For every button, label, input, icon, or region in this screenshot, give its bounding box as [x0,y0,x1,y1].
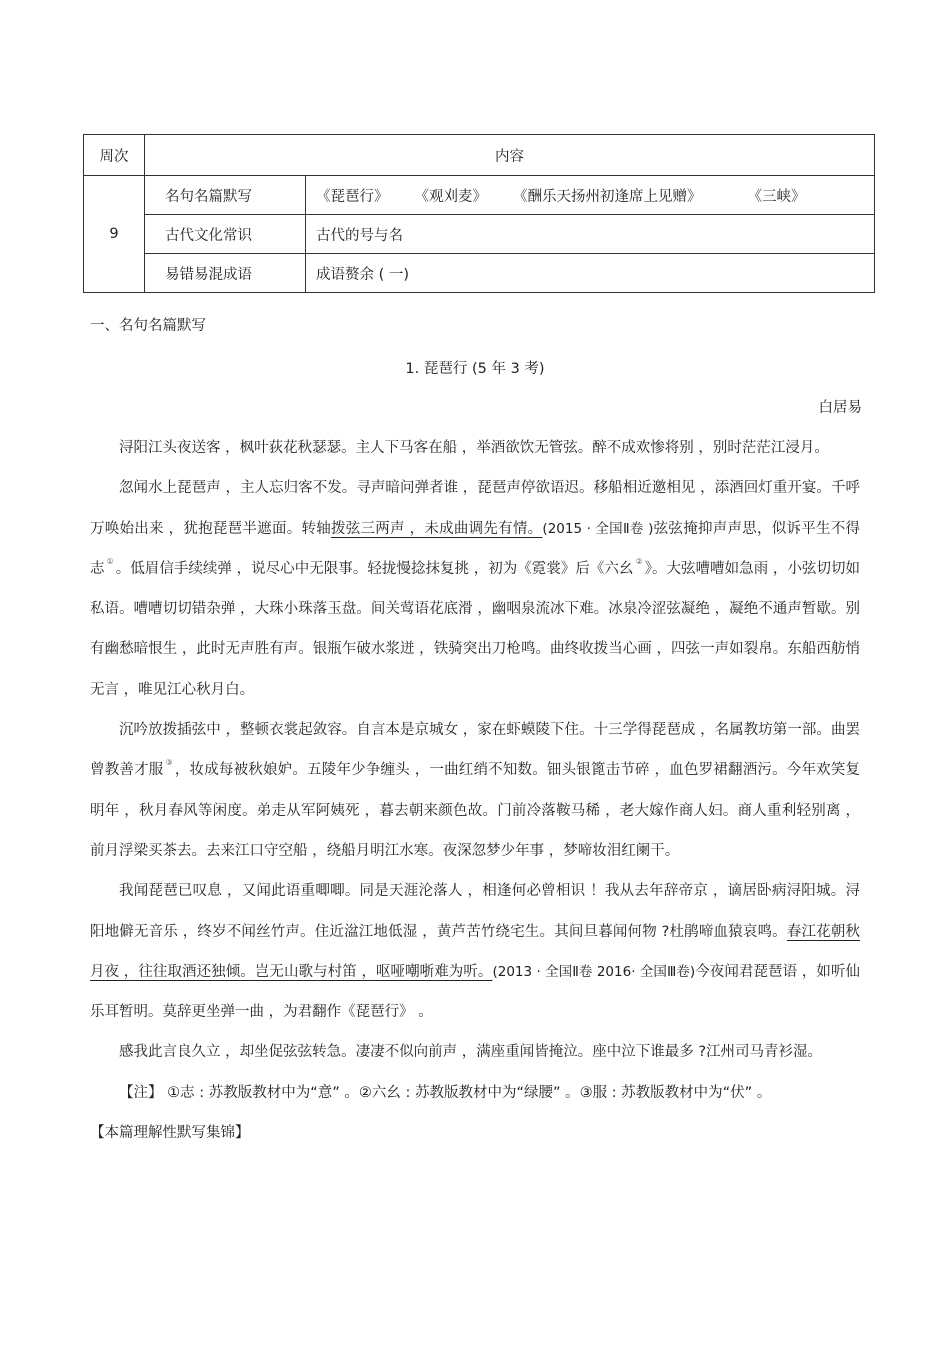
table-row [84,215,875,254]
text: 今夜闻君琵琶语 ，如听仙乐耳暂明。莫辞更坐弹一曲 ，为君翻作《琵琶行》 。 [90,963,861,1021]
text: 弦弦掩抑声声思，似诉平生不得志 [90,520,861,577]
exam-citation: (2015 · 全国Ⅱ卷 ) [542,520,654,537]
underlined-quote: 岂无山歌与村笛 ，呕哑嘲哳难为听。 [254,963,493,980]
paragraph-5: 感我此言良久立 ，却坐促弦弦转急。凄凄不似向前声 ，满座重闻皆掩泣。座中泣下谁最多 ?江州司马青衫湿。 [119,1044,823,1061]
poem-body [90,428,860,1153]
work-title: 《观刈麦》 [414,188,487,205]
paragraph-1: 浔阳江头夜送客 ，枫叶荻花秋瑟瑟。主人下马客在船 ，举酒欲饮无管弦。醉不成欢惨将别 ，别时茫茫江浸月。 [119,440,829,456]
text: ，妆成每被秋娘妒。五陵年少争缠头 ，一曲红绡不知数。钿头银篦击节碎 ，血色罗裙翻酒污。今年欢笑复明年 ，秋月春风等闲度。弟走从军阿姨死 ，暮去朝来颜色故。门前冷落鞍马稀 ，老大嫁作商人妇。商人重利轻别离 ，前月浮梁买茶去。去来江口守空船 ，绕船月明江水寒。夜深忽梦少年事 ，梦啼妆泪红阑干。 [90,762,861,859]
schedule-table [83,134,875,293]
text: 沉吟放拨插弦中 ，整顿衣裳起敛容。自言本是京城女 ，家在虾蟆陵下住。十三学得琵琶成 ，名属教坊第一部。曲罢曾教善才服 [90,722,860,779]
paragraph-2 [90,468,860,710]
poem-title: 1. 琵琶行 (5 年 3 考) [405,361,545,377]
footnote-marker: ① [106,556,114,566]
underlined-quote: 春江花朝秋月夜 ，往往取酒还独倾。 [90,923,860,980]
footnote-marker: ② [635,556,643,566]
week-number: 9 [84,176,145,293]
item-cell: 成语赘余 ( 一) [306,254,875,293]
work-title: 《三峡》 [747,188,806,205]
header-content: 内容 [145,135,875,176]
work-title: 《琵琶行》 [316,188,389,205]
text: 。低眉信手续续弹 ，说尽心中无限事。轻拢慢捻抹复挑 ，初为《霓裳》后《六幺 [115,560,634,577]
category-cell: 古代文化常识 [145,215,306,254]
footnote-marker: ③ [165,758,173,768]
header-week: 周次 [84,135,145,176]
works-cell [306,176,875,215]
paragraph-4 [90,871,860,1032]
work-title: 《酬乐天扬州初逢席上见赠》 [513,188,702,205]
table-row [84,176,875,215]
paragraph-3 [90,710,860,871]
text: 忽闻水上琵琶声 ，主人忘归客不发。寻声暗问弹者谁 ，琵琶声停欲语迟。移船相近邀相见 ，添酒回灯重开宴。千呼万唤始出来 ，犹抱琵琶半遮面。转轴 [90,480,860,537]
section-title: 一、名句名篇默写 [90,318,206,334]
exam-citation: (2013 · 全国Ⅱ卷 2016· 全国Ⅲ卷) [492,963,696,980]
table-header-row [84,135,875,176]
category-cell: 易错易混成语 [145,254,306,293]
text: 我闻琵琶已叹息 ，又闻此语重唧唧。同是天涯沦落人 ，相逢何必曾相识 ！我从去年辞帝京 ，谪居卧病浔阳城。浔阳地僻无音乐 ，终岁不闻丝竹声。住近湓江地低湿 ，黄芦苦竹绕宅生。其间旦暮闻何物 ?杜鹃啼血猿哀鸣。 [90,883,860,940]
text: 》。大弦嘈嘈如急雨 ，小弦切切如私语。嘈嘈切切错杂弹 ，大珠小珠落玉盘。间关莺语花底滑 ，幽咽泉流冰下难。冰泉冷涩弦凝绝 ，凝绝不通声暂歇。别有幽愁暗恨生 ，此时无声胜有声。银瓶乍破水浆迸 ，铁骑突出刀枪鸣。曲终收拨当心画 ，四弦一声如裂帛。东船西舫悄无言 ，唯见江心秋月白。 [90,560,861,698]
table-row [84,254,875,293]
category-cell: 名句名篇默写 [145,176,306,215]
item-cell: 古代的号与名 [306,215,875,254]
underlined-quote: 拨弦三两声 ，未成曲调先有情。 [330,520,543,537]
footnote-text: 【注】 ①志 : 苏教版教材中为“意” 。②六幺 : 苏教版教材中为“绿腰” 。③服 : 苏教版教材中为“伏” 。 [119,1084,772,1101]
poem-author: 白居易 [818,400,862,416]
collection-heading: 【本篇理解性默写集锦】 [90,1125,250,1142]
